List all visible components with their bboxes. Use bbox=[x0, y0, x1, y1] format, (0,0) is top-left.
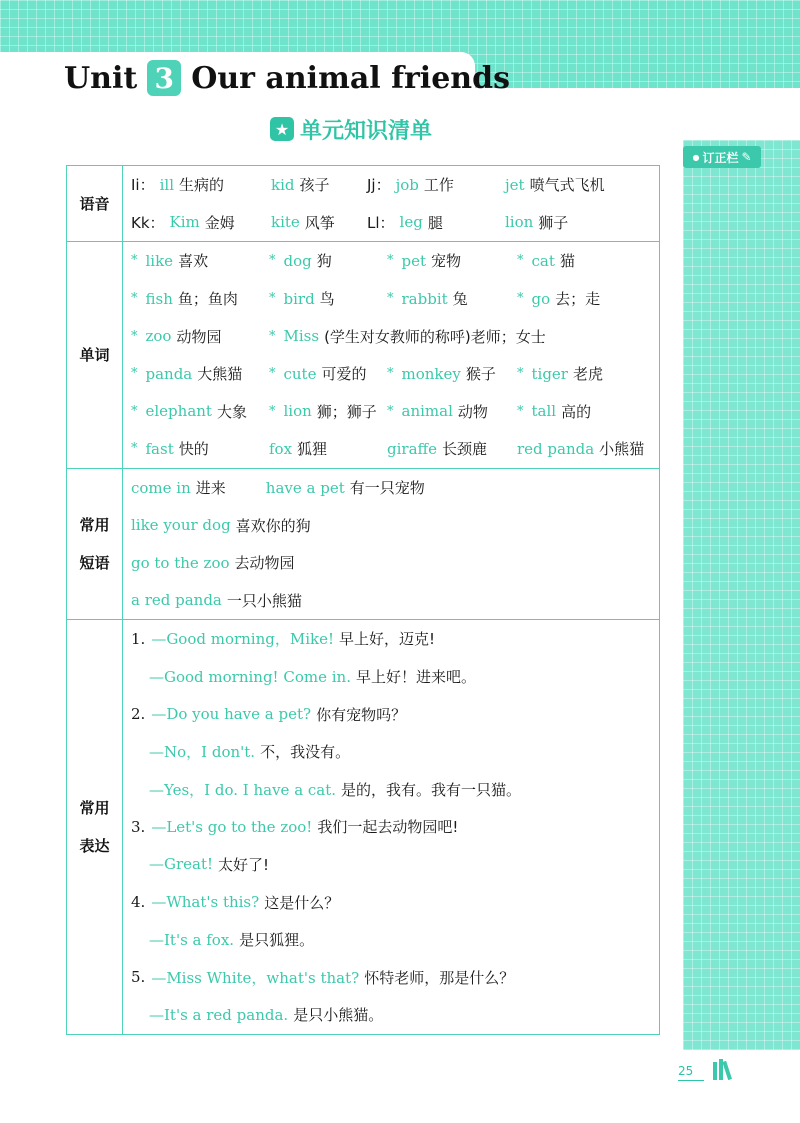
chinese-translation: 你有宠物吗？ bbox=[316, 705, 407, 724]
english-sentence: —Great! bbox=[149, 855, 214, 874]
entry bbox=[271, 174, 330, 195]
chinese-translation: 早上好！进来吧。 bbox=[355, 668, 476, 687]
phrase bbox=[131, 515, 311, 536]
chinese-meaning: 一只小熊猫 bbox=[226, 591, 302, 610]
english-word: red panda bbox=[517, 439, 595, 458]
entry bbox=[387, 438, 487, 459]
english-word: tall bbox=[531, 402, 557, 421]
key-word-star-icon: * bbox=[387, 366, 394, 382]
entry bbox=[269, 438, 327, 459]
expression bbox=[149, 1004, 383, 1025]
phonics-row bbox=[67, 166, 660, 242]
phrase-line bbox=[131, 506, 653, 544]
english-word: animal bbox=[401, 402, 453, 421]
key-word-star-icon: * bbox=[269, 328, 276, 344]
entry bbox=[131, 250, 208, 271]
chinese-meaning: 喜欢 bbox=[178, 252, 209, 271]
books-icon bbox=[712, 1058, 738, 1080]
chinese-meaning: 老虎 bbox=[572, 365, 603, 384]
entry bbox=[367, 212, 443, 233]
expression bbox=[149, 741, 350, 762]
chinese-meaning: 可爱的 bbox=[321, 365, 367, 384]
chinese-meaning: 兔 bbox=[452, 290, 468, 309]
entry bbox=[269, 250, 332, 271]
key-word-star-icon: * bbox=[131, 366, 138, 382]
english-word: kid bbox=[271, 175, 295, 194]
chinese-meaning: 腿 bbox=[427, 213, 443, 232]
english-sentence: —Miss White，what's that? bbox=[151, 968, 360, 987]
chinese-meaning: 长颈鹿 bbox=[442, 440, 488, 459]
phrases-label bbox=[67, 468, 123, 619]
expression-line bbox=[131, 996, 653, 1034]
chinese-meaning: 狗 bbox=[316, 252, 332, 271]
english-word: fox bbox=[269, 439, 293, 458]
key-word-star-icon: * bbox=[269, 253, 276, 269]
phrases-label-line-2: 短语 bbox=[79, 553, 110, 572]
entry bbox=[517, 288, 600, 309]
chinese-translation: 是只小熊猫。 bbox=[293, 1006, 384, 1025]
expression-line bbox=[131, 695, 653, 733]
chinese-meaning: 高的 bbox=[561, 402, 592, 421]
english-word: leg bbox=[399, 213, 423, 232]
english-word: jet bbox=[505, 175, 525, 194]
key-word-star-icon: * bbox=[387, 253, 394, 269]
key-word-star-icon: * bbox=[517, 291, 524, 307]
chinese-meaning: 猴子 bbox=[465, 365, 496, 384]
english-word: lion bbox=[283, 402, 312, 421]
unit-title bbox=[64, 58, 510, 98]
expression bbox=[149, 929, 314, 950]
entry bbox=[517, 401, 591, 422]
chinese-meaning: 去；走 bbox=[555, 290, 601, 309]
phonics-line bbox=[131, 204, 653, 242]
chinese-meaning: 猫 bbox=[559, 252, 575, 271]
chinese-meaning: 喷气式飞机 bbox=[529, 176, 605, 195]
chinese-meaning: 鸟 bbox=[319, 290, 335, 309]
english-word: cute bbox=[283, 364, 317, 383]
key-word-star-icon: * bbox=[131, 328, 138, 344]
phonics-content bbox=[123, 166, 660, 242]
entry bbox=[505, 212, 568, 233]
english-phrase: have a pet bbox=[265, 478, 345, 497]
chinese-translation: 我们一起去动物园吧! bbox=[317, 818, 459, 837]
expression-line bbox=[131, 658, 653, 696]
key-word-star-icon: * bbox=[517, 366, 524, 382]
english-word: tiger bbox=[531, 364, 568, 383]
expression bbox=[151, 704, 406, 725]
expression bbox=[149, 666, 476, 687]
knowledge-table bbox=[66, 165, 660, 1035]
english-phrase: go to the zoo bbox=[131, 553, 230, 572]
chinese-meaning: 小熊猫 bbox=[599, 440, 645, 459]
key-word-star-icon: * bbox=[269, 291, 276, 307]
english-sentence: —Do you have a pet? bbox=[151, 705, 312, 724]
section-heading-text: 单元知识清单 bbox=[300, 118, 433, 144]
letter-prefix: Ll： bbox=[367, 213, 395, 232]
expression bbox=[149, 779, 521, 800]
unit-title-text: Our animal friends bbox=[191, 60, 510, 96]
expression-line bbox=[131, 958, 653, 996]
expression-line bbox=[131, 846, 653, 884]
phrase bbox=[131, 477, 226, 498]
unit-word: Unit bbox=[64, 60, 138, 96]
chinese-meaning: 大熊猫 bbox=[197, 365, 243, 384]
expressions-row bbox=[67, 620, 660, 1035]
english-word: panda bbox=[145, 364, 193, 383]
item-number: 5. bbox=[131, 968, 146, 987]
entry bbox=[131, 326, 221, 347]
key-word-star-icon: * bbox=[131, 441, 138, 457]
phrase-line bbox=[131, 582, 653, 620]
expression-line bbox=[131, 620, 653, 658]
key-word-star-icon: * bbox=[131, 291, 138, 307]
english-word: job bbox=[395, 175, 419, 194]
entry bbox=[131, 363, 242, 384]
key-word-star-icon: * bbox=[387, 403, 394, 419]
words-line bbox=[131, 317, 653, 355]
expressions-content bbox=[123, 620, 660, 1035]
chinese-meaning: 风筝 bbox=[304, 213, 335, 232]
english-sentence: —It's a fox. bbox=[149, 930, 235, 949]
entry bbox=[131, 438, 209, 459]
expression bbox=[151, 967, 514, 988]
phrase-line bbox=[131, 469, 653, 507]
phrases-label-line-1: 常用 bbox=[79, 515, 110, 534]
chinese-translation: 是只狐狸。 bbox=[239, 931, 315, 950]
entry bbox=[131, 401, 247, 422]
chinese-translation: 怀特老师，那是什么？ bbox=[364, 968, 515, 987]
pencil-icon: ✎ bbox=[741, 150, 752, 164]
expression bbox=[151, 892, 339, 913]
english-word: fast bbox=[145, 439, 174, 458]
expression bbox=[149, 854, 269, 875]
words-content bbox=[123, 242, 660, 469]
entry bbox=[131, 288, 238, 309]
english-sentence: —Let's go to the zoo! bbox=[151, 817, 313, 836]
expression-line bbox=[131, 883, 653, 921]
words-row bbox=[67, 242, 660, 469]
english-word: dog bbox=[283, 251, 312, 270]
english-phrase: come in bbox=[131, 478, 191, 497]
phrases-row bbox=[67, 468, 660, 619]
chinese-meaning: 孩子 bbox=[299, 176, 330, 195]
chinese-meaning: 快的 bbox=[178, 440, 209, 459]
key-word-star-icon: * bbox=[517, 403, 524, 419]
entry bbox=[269, 401, 377, 422]
words-line bbox=[131, 242, 653, 280]
entry bbox=[269, 326, 546, 347]
english-sentence: —Good morning，Mike! bbox=[151, 630, 335, 649]
chinese-meaning: (学生对女教师的称呼)老师；女士 bbox=[324, 327, 546, 346]
english-word: monkey bbox=[401, 364, 461, 383]
item-number: 1. bbox=[131, 629, 146, 648]
unit-number-badge: 3 bbox=[147, 60, 181, 96]
expressions-label bbox=[67, 620, 123, 1035]
chinese-meaning: 去动物园 bbox=[234, 554, 295, 573]
english-phrase: like your dog bbox=[131, 516, 231, 535]
chinese-translation: 太好了! bbox=[218, 855, 270, 874]
expressions-label-line-1: 常用 bbox=[79, 798, 110, 817]
english-word: Kim bbox=[169, 213, 200, 232]
star-icon: ★ bbox=[270, 117, 294, 141]
expression bbox=[151, 628, 435, 649]
english-word: fish bbox=[145, 289, 173, 308]
chinese-meaning: 狐狸 bbox=[297, 440, 328, 459]
bullet-icon: ● bbox=[692, 152, 700, 162]
item-number: 2. bbox=[131, 705, 146, 724]
key-word-star-icon: * bbox=[131, 253, 138, 269]
english-word: go bbox=[531, 289, 551, 308]
chinese-translation: 早上好，迈克! bbox=[339, 630, 436, 649]
chinese-meaning: 金姆 bbox=[204, 213, 235, 232]
chinese-meaning: 喜欢你的狗 bbox=[235, 516, 311, 535]
english-word: ill bbox=[159, 175, 174, 194]
english-word: cat bbox=[531, 251, 555, 270]
phrases-content bbox=[123, 468, 660, 619]
entry bbox=[505, 174, 605, 195]
entry bbox=[387, 401, 488, 422]
item-number: 4. bbox=[131, 893, 146, 912]
entry bbox=[387, 363, 496, 384]
chinese-meaning: 鱼；鱼肉 bbox=[177, 290, 238, 309]
chinese-meaning: 狮子 bbox=[538, 213, 569, 232]
chinese-translation: 是的，我有。我有一只猫。 bbox=[341, 780, 522, 799]
key-word-star-icon: * bbox=[269, 366, 276, 382]
phrase-line bbox=[131, 544, 653, 582]
expression-line bbox=[131, 771, 653, 809]
entry bbox=[269, 363, 366, 384]
english-sentence: —No，I don't. bbox=[149, 743, 256, 762]
entry bbox=[517, 250, 575, 271]
expression-line bbox=[131, 808, 653, 846]
key-word-star-icon: * bbox=[131, 403, 138, 419]
english-word: zoo bbox=[145, 327, 172, 346]
expression-line bbox=[131, 733, 653, 771]
words-line bbox=[131, 280, 653, 318]
page-number-underline bbox=[678, 1080, 704, 1081]
chinese-meaning: 生病的 bbox=[179, 176, 225, 195]
chinese-meaning: 工作 bbox=[423, 176, 454, 195]
letter-prefix: Ii： bbox=[131, 176, 155, 195]
letter-prefix: Jj： bbox=[367, 176, 391, 195]
phonics-line bbox=[131, 166, 653, 204]
chinese-meaning: 进来 bbox=[195, 479, 226, 498]
english-word: kite bbox=[271, 213, 300, 232]
entry bbox=[269, 288, 335, 309]
key-word-star-icon: * bbox=[517, 253, 524, 269]
entry bbox=[367, 174, 454, 195]
chinese-meaning: 有一只宠物 bbox=[349, 479, 425, 498]
correction-side-strip bbox=[683, 140, 800, 1050]
english-word: rabbit bbox=[401, 289, 448, 308]
english-sentence: —Good morning! Come in. bbox=[149, 667, 351, 686]
entry bbox=[271, 212, 335, 233]
phrase bbox=[131, 590, 302, 611]
entry bbox=[131, 174, 224, 195]
chinese-meaning: 动物园 bbox=[176, 327, 222, 346]
english-word: lion bbox=[505, 213, 534, 232]
chinese-translation: 不，我没有。 bbox=[260, 743, 351, 762]
chinese-meaning: 宠物 bbox=[431, 252, 462, 271]
item-number: 3. bbox=[131, 817, 146, 836]
english-word: elephant bbox=[145, 402, 212, 421]
page-number: 25 bbox=[678, 1064, 694, 1078]
entry bbox=[387, 288, 468, 309]
entry bbox=[131, 212, 235, 233]
section-heading bbox=[270, 112, 432, 146]
expression bbox=[151, 816, 458, 837]
phrase bbox=[131, 552, 295, 573]
english-sentence: —What's this? bbox=[151, 893, 260, 912]
entry bbox=[387, 250, 461, 271]
words-label: 单词 bbox=[67, 242, 123, 469]
english-phrase: a red panda bbox=[131, 591, 222, 610]
entry bbox=[517, 363, 603, 384]
english-word: bird bbox=[283, 289, 315, 308]
words-line bbox=[131, 355, 653, 393]
chinese-translation: 这是什么？ bbox=[264, 893, 340, 912]
key-word-star-icon: * bbox=[269, 403, 276, 419]
english-sentence: —It's a red panda. bbox=[149, 1005, 289, 1024]
entry bbox=[517, 438, 644, 459]
english-word: like bbox=[145, 251, 174, 270]
chinese-meaning: 大象 bbox=[216, 402, 247, 421]
english-word: pet bbox=[401, 251, 427, 270]
expressions-label-line-2: 表达 bbox=[79, 836, 110, 855]
key-word-star-icon: * bbox=[387, 291, 394, 307]
english-word: Miss bbox=[283, 327, 320, 346]
letter-prefix: Kk： bbox=[131, 213, 165, 232]
correction-badge bbox=[683, 146, 761, 168]
chinese-meaning: 狮；狮子 bbox=[316, 402, 377, 421]
chinese-meaning: 动物 bbox=[457, 402, 488, 421]
correction-label: 订正栏 bbox=[702, 150, 739, 165]
words-line bbox=[131, 430, 653, 468]
expression-line bbox=[131, 921, 653, 959]
english-word: giraffe bbox=[387, 439, 438, 458]
phrase bbox=[266, 477, 425, 498]
english-sentence: —Yes，I do. I have a cat. bbox=[149, 780, 337, 799]
phonics-label: 语音 bbox=[67, 166, 123, 242]
words-line bbox=[131, 393, 653, 431]
